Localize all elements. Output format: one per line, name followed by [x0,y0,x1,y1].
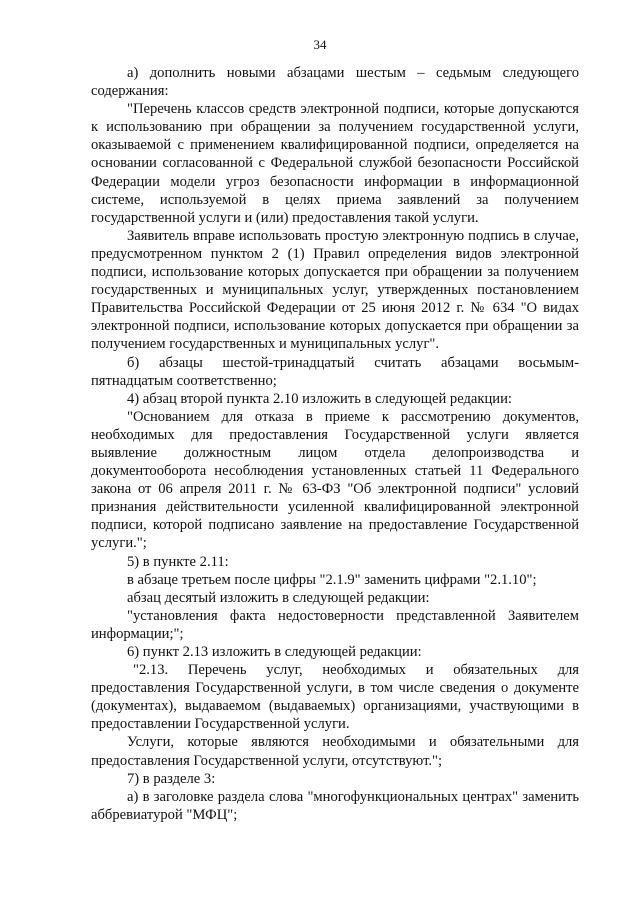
paragraph-item-4: 4) абзац второй пункта 2.10 изложить в следующей редакции: [127,390,512,407]
paragraph-item-7: 7) в разделе 3: [127,770,216,787]
paragraph-services-absent: Услуги, которые являются необходимыми и обязательными для предоставления Государственной услуги, отсутствуют."; [91,734,579,769]
paragraph-amendment-a: а) дополнить новыми абзацами шестым – седьмым следующего содержания: [91,65,579,100]
paragraph-amendment-b: б) абзацы шестой-тринадцатый считать абзацами восьмым-пятнадцатым соответственно; [91,354,579,389]
paragraph-tenth-abzac: абзац десятый изложить в следующей редакции: [127,589,430,606]
paragraph-refusal-grounds: "Основанием для отказа в приеме к рассмотрению документов, необходимых для предоставления Государственной услуги является выявление должностным лицом отдела делопроизводства и документооборота несоблюдения установленных статьей 11 Федерального закона от 06 апреля 2011 г. № 63-ФЗ "Об электронной подписи" условий признания действительности усиленной квалифицированной электронной подписи, которой подписано заявление на предоставление Государственной услуги."; [91,408,579,552]
paragraph-signature-classes: "Перечень классов средств электронной подписи, которые допускаются к использованию при обращении за получением государственной услуги, оказываемой с применением квалифицированной подписи, определяется на основании согласованной с Федеральной службой безопасности Российской Федерации модели угроз безопасности информации в информационной системе, используемой в целях приема заявлений за получением государственной услуги и (или) предоставления такой услуги. [91,101,579,226]
paragraph-item-5: 5) в пункте 2.11: [127,553,229,570]
paragraph-2-13: "2.13. Перечень услуг, необходимых и обязательных для предоставления Государственной услуги, в том числе сведения о документе (документах), выдаваемом (выдаваемых) организациями, участвующими в предоставлении Государственной услуги. [91,662,579,733]
document-body [91,64,579,824]
paragraph-heading-mfc: а) в заголовке раздела слова "многофункциональных центрах" заменить аббревиатурой "МФЦ"; [91,788,579,823]
paragraph-item-6: 6) пункт 2.13 изложить в следующей редакции: [127,644,422,660]
paragraph-unreliable-info: "установления факта недостоверности представленной Заявителем информации;"; [91,607,579,642]
paragraph-simple-signature: Заявитель вправе использовать простую электронную подпись в случае, предусмотренном пунктом 2 (1) Правил определения видов электронной подписи, использование которых допускается при обращении за получением государственных и муниципальных услуг, утвержденных постановлением Правительства Российской Федерации от 25 июня 2012 г. № 634 "О видах электронной подписи, использование которых допускается при обращении за получением государственных и муниципальных услуг". [91,227,579,353]
page-number: 34 [313,37,327,52]
paragraph-third-abzac: в абзаце третьем после цифры "2.1.9" заменить цифрами "2.1.10"; [127,571,537,588]
